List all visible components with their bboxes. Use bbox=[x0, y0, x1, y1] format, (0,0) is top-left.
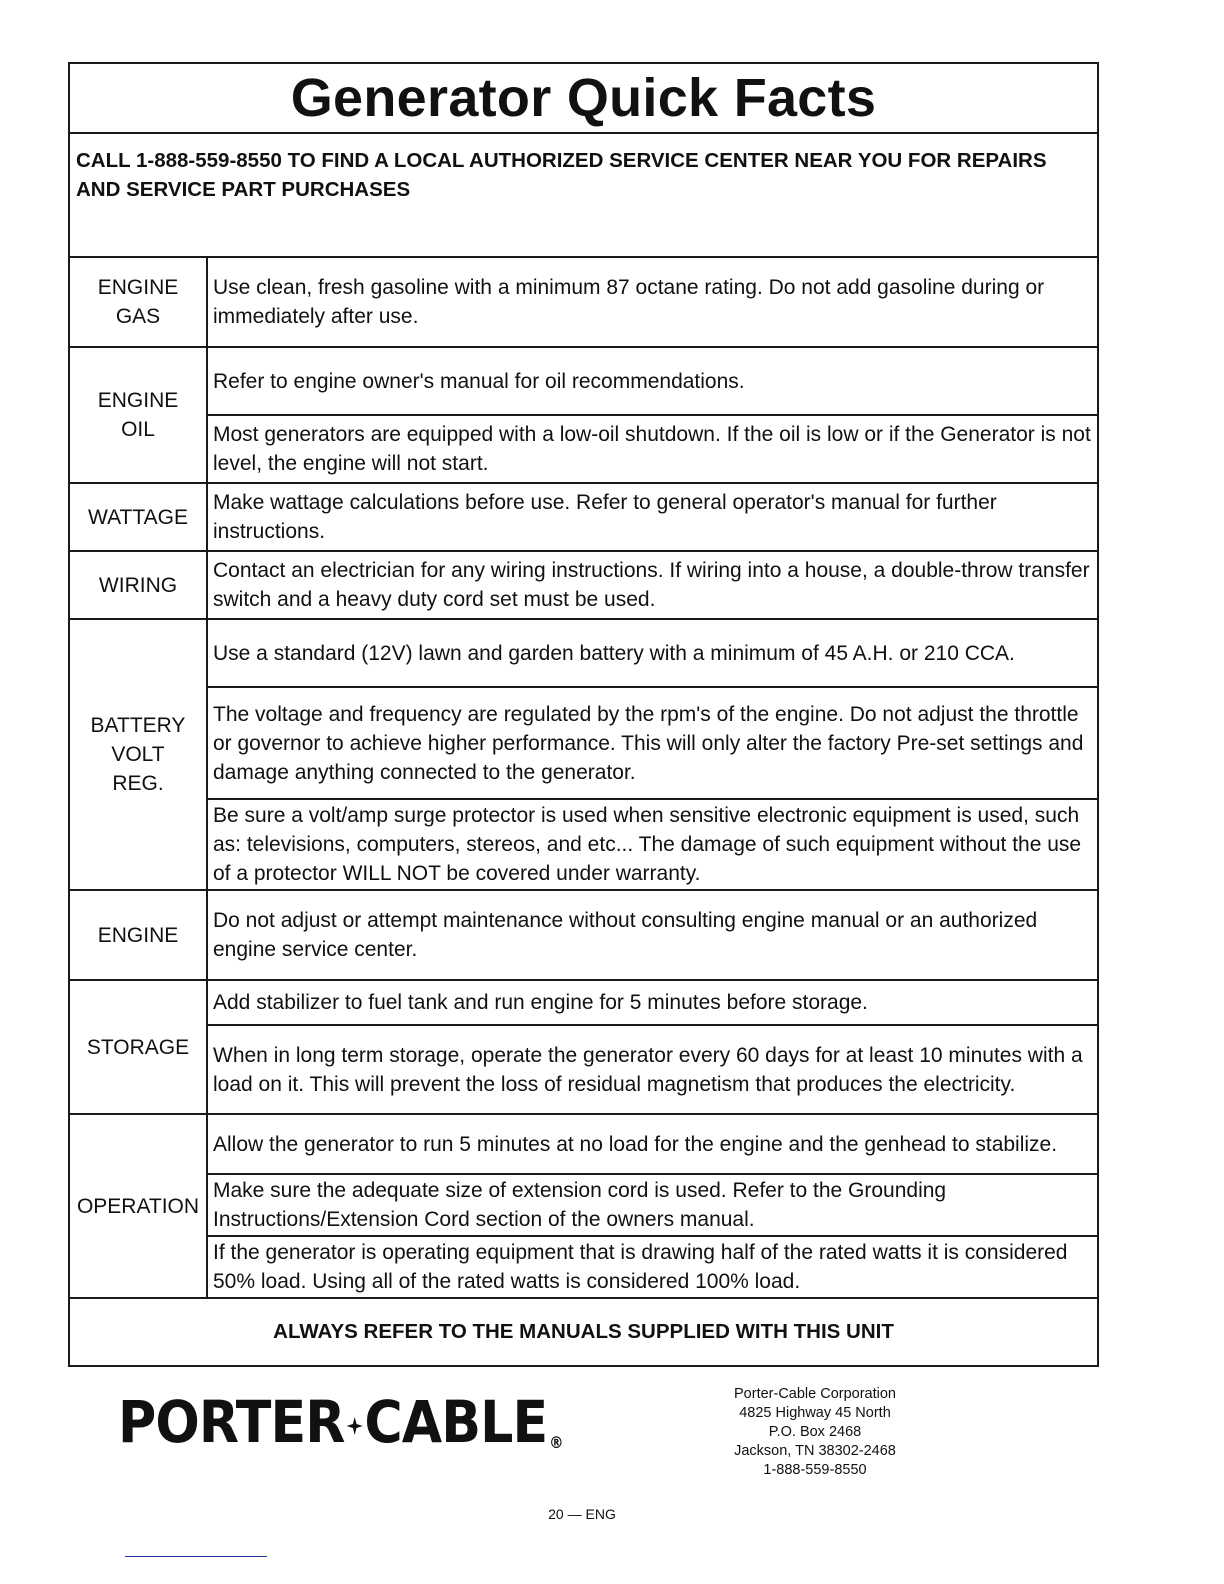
page-number: 20 — ENG bbox=[548, 1506, 616, 1522]
fact-detail: The voltage and frequency are regulated by the rpm's of the engine. Do not adjust the throttle or governor to achieve higher performance. This will only alter the factory Pre-set settings and damage anything connected to the generator. bbox=[207, 687, 1098, 799]
fact-row bbox=[69, 687, 1098, 799]
fact-row bbox=[69, 980, 1098, 1025]
category-label: STORAGE bbox=[69, 980, 207, 1114]
fact-row bbox=[69, 799, 1098, 890]
fact-row bbox=[69, 1236, 1098, 1298]
title-row bbox=[69, 63, 1098, 133]
fact-row bbox=[69, 347, 1098, 415]
page-title: Generator Quick Facts bbox=[69, 63, 1098, 133]
fact-detail: Contact an electrician for any wiring instructions. If wiring into a house, a double-throw transfer switch and a heavy duty cord set must be used. bbox=[207, 551, 1098, 619]
fact-row bbox=[69, 1025, 1098, 1114]
fact-row bbox=[69, 890, 1098, 980]
fact-row bbox=[69, 619, 1098, 687]
logo-wordmark bbox=[118, 1390, 563, 1475]
diamond-icon bbox=[346, 1417, 362, 1435]
fact-detail: Add stabilizer to fuel tank and run engine for 5 minutes before storage. bbox=[207, 980, 1098, 1025]
address-line: Porter-Cable Corporation bbox=[734, 1386, 896, 1402]
category-label: WIRING bbox=[69, 551, 207, 619]
address-line: 1-888-559-8550 bbox=[763, 1462, 867, 1478]
fact-detail: Allow the generator to run 5 minutes at no load for the engine and the genhead to stabilize. bbox=[207, 1114, 1098, 1174]
fact-detail: Use a standard (12V) lawn and garden battery with a minimum of 45 A.H. or 210 CCA. bbox=[207, 619, 1098, 687]
bottom-rule bbox=[125, 1556, 267, 1557]
category-label: ENGINE OIL bbox=[69, 347, 207, 483]
logo-word-cable: CABLE bbox=[364, 1388, 548, 1456]
fact-detail: Use clean, fresh gasoline with a minimum 87 octane rating. Do not add gasoline during or immediately after use. bbox=[207, 257, 1098, 347]
fact-row bbox=[69, 551, 1098, 619]
address-line: Jackson, TN 38302-2468 bbox=[734, 1443, 896, 1459]
category-label: WATTAGE bbox=[69, 483, 207, 551]
fact-row bbox=[69, 483, 1098, 551]
fact-detail: Refer to engine owner's manual for oil recommendations. bbox=[207, 347, 1098, 415]
fact-row bbox=[69, 257, 1098, 347]
call-row bbox=[69, 133, 1098, 257]
call-notice: CALL 1-888-559-8550 TO FIND A LOCAL AUTHORIZED SERVICE CENTER NEAR YOU FOR REPAIRS AND SERVICE PART PURCHASES bbox=[69, 133, 1098, 257]
fact-row bbox=[69, 1114, 1098, 1174]
fact-detail: Most generators are equipped with a low-oil shutdown. If the oil is low or if the Generator is not level, the engine will not start. bbox=[207, 415, 1098, 483]
footer-row bbox=[69, 1298, 1098, 1366]
fact-detail: Make sure the adequate size of extension cord is used. Refer to the Grounding Instructions/Extension Cord section of the owners manual. bbox=[207, 1174, 1098, 1236]
quick-facts-table bbox=[68, 62, 1099, 1367]
category-label: ENGINE GAS bbox=[69, 257, 207, 347]
fact-row bbox=[69, 1174, 1098, 1236]
registered-mark: ® bbox=[549, 1433, 563, 1452]
address-line: 4825 Highway 45 North bbox=[739, 1405, 891, 1421]
porter-cable-logo bbox=[118, 1390, 612, 1475]
fact-detail: When in long term storage, operate the generator every 60 days for at least 10 minutes with a load on it. This will prevent the loss of residual magnetism that produces the electricity. bbox=[207, 1025, 1098, 1114]
fact-detail: Make wattage calculations before use. Refer to general operator's manual for further instructions. bbox=[207, 483, 1098, 551]
category-label: BATTERY VOLT REG. bbox=[69, 619, 207, 890]
address-line: P.O. Box 2468 bbox=[768, 1424, 862, 1440]
fact-detail: Do not adjust or attempt maintenance without consulting engine manual or an authorized engine service center. bbox=[207, 890, 1098, 980]
footer-notice: ALWAYS REFER TO THE MANUALS SUPPLIED WITH THIS UNIT bbox=[69, 1298, 1098, 1366]
category-label: OPERATION bbox=[69, 1114, 207, 1298]
fact-detail: Be sure a volt/amp surge protector is used when sensitive electronic equipment is used, such as: televisions, computers, stereos, and etc... The damage of such equipment without the use of a protector WILL NOT be covered under warranty. bbox=[207, 799, 1098, 890]
fact-row bbox=[69, 415, 1098, 483]
company-address bbox=[690, 1385, 940, 1480]
logo-word-porter: PORTER bbox=[118, 1388, 345, 1456]
fact-detail: If the generator is operating equipment that is drawing half of the rated watts it is considered 50% load. Using all of the rated watts is considered 100% load. bbox=[207, 1236, 1098, 1298]
category-label: ENGINE bbox=[69, 890, 207, 980]
